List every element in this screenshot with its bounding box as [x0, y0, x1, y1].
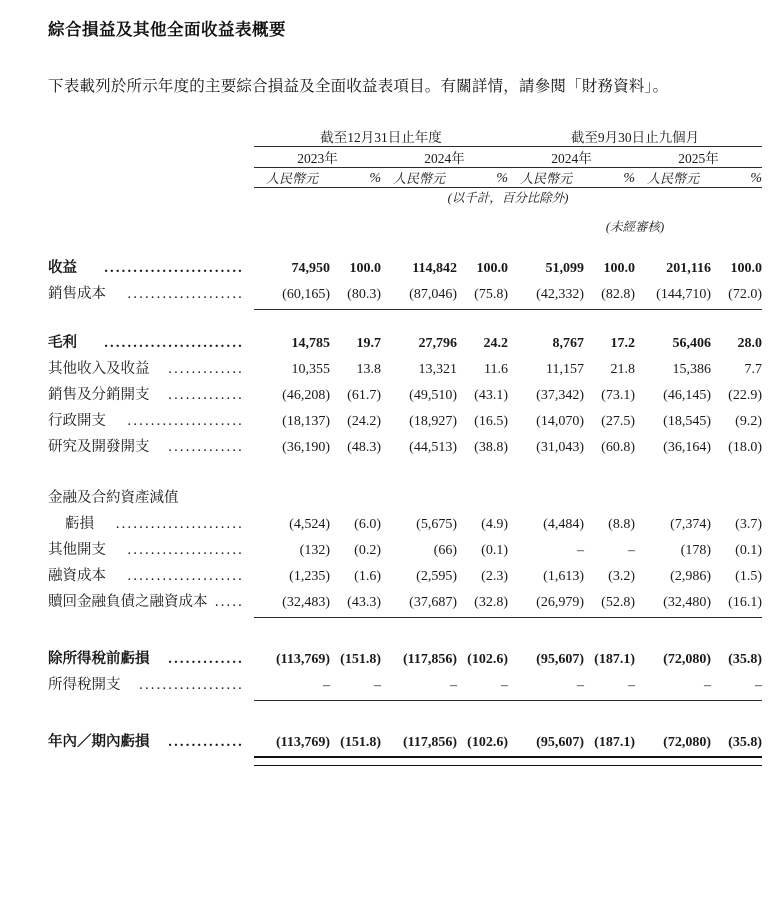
label-text: 銷售及分銷開支 — [48, 387, 150, 403]
cell-value: (144,710) — [656, 287, 711, 302]
cell-value: (113,769) — [275, 652, 330, 667]
section-spacer — [48, 635, 762, 643]
cell-value: – — [628, 678, 635, 693]
label-text: 銷售成本 — [48, 286, 106, 302]
total-double-rule — [711, 752, 762, 766]
dot-leader: ........................ — [104, 260, 244, 276]
cell-value: (16.5) — [474, 414, 508, 429]
cell-value: (0.2) — [354, 543, 381, 558]
table-row — [48, 586, 762, 612]
cell-value: (0.1) — [481, 543, 508, 558]
cell-value: (14,070) — [536, 414, 584, 429]
cell-value: – — [374, 678, 381, 693]
year-header-2024-interim: 2024年 — [551, 151, 592, 166]
cell-value: (72,080) — [663, 652, 711, 667]
table-row — [48, 669, 762, 695]
table-row — [48, 431, 762, 457]
row-label-impairment-loss — [48, 508, 254, 534]
label-text: 其他開支 — [48, 542, 106, 558]
dot-leader: .................... — [127, 413, 244, 429]
label-text: 融資成本 — [48, 568, 106, 584]
row-label-other-expenses — [48, 534, 254, 560]
cell-value: – — [501, 678, 508, 693]
spacer-cell — [48, 310, 762, 327]
cell-value: (2,595) — [416, 569, 457, 584]
cell-value: (49,510) — [409, 388, 457, 403]
cell-value: (4.9) — [481, 517, 508, 532]
dot-leader: ............. — [168, 361, 244, 377]
spacer-cell — [48, 718, 762, 726]
cell-value: (4,484) — [543, 517, 584, 532]
table-row — [48, 534, 762, 560]
label-text: 研究及開發開支 — [48, 439, 150, 455]
cell-value: (73.1) — [601, 388, 635, 403]
page-title: 綜合損益及其他全面收益表概要 — [48, 20, 286, 39]
row-label-redemption-finance-costs — [48, 586, 254, 612]
label-text: 金融及合約資產減值 — [48, 490, 179, 506]
label-text: 所得稅開支 — [48, 677, 121, 693]
section-spacer — [48, 235, 762, 252]
unit-percent-2025-interim: % — [750, 171, 762, 186]
section-spacer — [48, 718, 762, 726]
unit-percent-2023-annual: % — [369, 171, 381, 186]
dot-leader: ..... — [214, 594, 244, 610]
note-spacer — [48, 206, 254, 235]
cell-value: (151.8) — [340, 652, 381, 667]
cell-value: (18,137) — [282, 414, 330, 429]
cell-value: (48.3) — [347, 440, 381, 455]
cell-value: (95,607) — [536, 652, 584, 667]
year-header-2025-interim: 2025年 — [678, 151, 719, 166]
cell-value: (1.6) — [354, 569, 381, 584]
cell-value: 8,767 — [552, 336, 584, 351]
cell-value: (4,524) — [289, 517, 330, 532]
cell-value: (6.0) — [354, 517, 381, 532]
table-row — [48, 643, 762, 669]
cell-value: – — [450, 678, 457, 693]
table-row — [48, 379, 762, 405]
cell-value: (44,513) — [409, 440, 457, 455]
label-text: 贖回金融負債之融資成本 — [48, 594, 208, 610]
spacer-cell — [48, 618, 762, 635]
label-text: 虧損 — [65, 516, 94, 532]
note-spacer-left — [254, 206, 508, 235]
cell-value: 15,386 — [672, 362, 711, 377]
cell-value: 19.7 — [356, 336, 381, 351]
cell-value: (52.8) — [601, 595, 635, 610]
table-row — [48, 726, 762, 752]
cell-value: 21.8 — [610, 362, 635, 377]
total-double-rule — [508, 752, 584, 766]
row-label-revenue — [48, 252, 254, 278]
cell-value: (117,856) — [402, 652, 457, 667]
table-body — [48, 235, 762, 766]
cell-value: (46,208) — [282, 388, 330, 403]
cell-value: (8.8) — [608, 517, 635, 532]
spacer-cell — [48, 457, 762, 474]
cell-value: 17.2 — [610, 336, 635, 351]
dot-leader: .................... — [127, 568, 244, 584]
header-spacer — [48, 126, 254, 146]
unaudited-note: (未經審核) — [605, 220, 665, 234]
spacer-cell — [48, 635, 762, 643]
cell-value: (27.5) — [601, 414, 635, 429]
cell-value: 74,950 — [291, 261, 330, 276]
cell-value: (3.2) — [608, 569, 635, 584]
cell-value: (9.2) — [735, 414, 762, 429]
year-header-2023-annual: 2023年 — [297, 151, 338, 166]
row-label-finance-costs — [48, 560, 254, 586]
total-double-rule — [635, 752, 711, 766]
cell-value: 11,157 — [546, 362, 584, 377]
table-header — [48, 126, 762, 235]
dot-leader: ...................... — [115, 516, 244, 532]
cell-value: (35.8) — [728, 652, 762, 667]
cell-value: (187.1) — [594, 652, 635, 667]
cell-value: (26,979) — [536, 595, 584, 610]
year-header-row — [48, 147, 762, 167]
row-label-impairment-heading — [48, 482, 254, 508]
group-header-nine-months: 截至9月30日止九個月 — [570, 130, 700, 145]
dot-leader: ............. — [168, 387, 244, 403]
row-label-gross-profit — [48, 327, 254, 353]
row-label-loss-before-tax — [48, 643, 254, 669]
cell-value — [711, 482, 762, 508]
dot-leader: .................. — [139, 677, 244, 693]
total-double-rule — [330, 752, 381, 766]
dot-leader: .................... — [127, 542, 244, 558]
cell-value: (0.1) — [735, 543, 762, 558]
cell-value: (1.5) — [735, 569, 762, 584]
cell-value: (66) — [433, 543, 457, 558]
total-double-rule — [584, 752, 635, 766]
cell-value: (18,545) — [663, 414, 711, 429]
unit-currency-2024-interim: 人民幣元 — [519, 171, 572, 186]
section-spacer — [48, 618, 762, 635]
cell-value: (32.8) — [474, 595, 508, 610]
cell-value: (38.8) — [474, 440, 508, 455]
table-row — [48, 327, 762, 353]
cell-value: 100.0 — [476, 261, 508, 276]
cell-value: (3.7) — [735, 517, 762, 532]
cell-value: (178) — [680, 543, 711, 558]
table-row — [48, 508, 762, 534]
table-row — [48, 405, 762, 431]
total-double-rule — [381, 752, 457, 766]
cell-value: (7,374) — [670, 517, 711, 532]
unaudited-note-row — [48, 206, 762, 235]
row-label-loss-for-period — [48, 726, 254, 752]
cell-value: (35.8) — [728, 735, 762, 750]
row-label-admin-expenses — [48, 405, 254, 431]
cell-value: 27,796 — [418, 336, 457, 351]
unit-percent-2024-interim: % — [623, 171, 635, 186]
cell-value: (2.3) — [481, 569, 508, 584]
financial-summary-table — [48, 126, 762, 766]
cell-value: (87,046) — [409, 287, 457, 302]
cell-value: – — [323, 678, 330, 693]
unit-currency-2025-interim: 人民幣元 — [646, 171, 699, 186]
unit-percent-2024-annual: % — [496, 171, 508, 186]
row-label-rnd-expenses — [48, 431, 254, 457]
cell-value: 11.6 — [484, 362, 508, 377]
cell-value: (36,164) — [663, 440, 711, 455]
cell-value: (95,607) — [536, 735, 584, 750]
table-row — [48, 252, 762, 278]
spacer-cell — [48, 235, 762, 252]
rule-spacer — [48, 752, 254, 766]
intro-paragraph: 下表載列於所示年度的主要綜合損益及全面收益表項目。有關詳情，請參閱「財務資料」。 — [48, 78, 669, 95]
cell-value: – — [628, 543, 635, 558]
spacer-cell — [48, 701, 762, 718]
header-spacer — [48, 168, 254, 187]
label-text: 毛利 — [48, 335, 77, 351]
cell-value: 14,785 — [291, 336, 330, 351]
cell-value: (37,687) — [409, 595, 457, 610]
section-spacer — [48, 474, 762, 482]
cell-value: (32,483) — [282, 595, 330, 610]
unit-currency-2024-annual: 人民幣元 — [392, 171, 445, 186]
basis-note-row — [48, 188, 762, 206]
total-double-rule — [457, 752, 508, 766]
cell-value: (61.7) — [347, 388, 381, 403]
row-label-cost-of-sales — [48, 278, 254, 304]
cell-value: (1,235) — [289, 569, 330, 584]
cell-value: 100.0 — [349, 261, 381, 276]
unit-currency-2023-annual: 人民幣元 — [265, 171, 318, 186]
cell-value: (60,165) — [282, 287, 330, 302]
cell-value: (1,613) — [543, 569, 584, 584]
section-spacer — [48, 701, 762, 718]
cell-value: 100.0 — [730, 261, 762, 276]
cell-value: (102.6) — [467, 735, 508, 750]
cell-value: (5,675) — [416, 517, 457, 532]
label-text: 除所得稅前虧損 — [48, 651, 150, 667]
cell-value: 201,116 — [666, 261, 711, 276]
cell-value: (36,190) — [282, 440, 330, 455]
cell-value: (42,332) — [536, 287, 584, 302]
cell-value: – — [577, 543, 584, 558]
basis-note: (以千計，百分比除外) — [447, 191, 569, 205]
cell-value: (32,480) — [663, 595, 711, 610]
cell-value — [330, 482, 381, 508]
cell-value: 13,321 — [418, 362, 457, 377]
cell-value: (46,145) — [663, 388, 711, 403]
cell-value: (22.9) — [728, 388, 762, 403]
dot-leader: ........................ — [104, 335, 244, 351]
cell-value: 24.2 — [483, 336, 508, 351]
dot-leader: ............. — [168, 734, 244, 750]
group-header-annual: 截至12月31日止年度 — [320, 130, 442, 145]
cell-value: (102.6) — [467, 652, 508, 667]
cell-value: (31,043) — [536, 440, 584, 455]
year-header-2024-annual: 2024年 — [424, 151, 465, 166]
cell-value: (117,856) — [402, 735, 457, 750]
cell-value — [457, 482, 508, 508]
note-spacer — [48, 188, 254, 206]
cell-value: (151.8) — [340, 735, 381, 750]
cell-value: (18,927) — [409, 414, 457, 429]
cell-value — [508, 482, 584, 508]
cell-value: (187.1) — [594, 735, 635, 750]
cell-value: 13.8 — [356, 362, 381, 377]
unit-header-row — [48, 168, 762, 187]
cell-value: 56,406 — [672, 336, 711, 351]
section-spacer — [48, 457, 762, 474]
group-header-row — [48, 126, 762, 146]
cell-value: (37,342) — [536, 388, 584, 403]
dot-leader: ............. — [168, 651, 244, 667]
row-label-selling-distribution — [48, 379, 254, 405]
cell-value: 10,355 — [291, 362, 330, 377]
cell-value — [635, 482, 711, 508]
cell-value: 51,099 — [545, 261, 584, 276]
cell-value: (24.2) — [347, 414, 381, 429]
dot-leader: ............. — [168, 439, 244, 455]
table-row — [48, 353, 762, 379]
header-spacer — [48, 147, 254, 167]
cell-value: (72.0) — [728, 287, 762, 302]
table-row — [48, 560, 762, 586]
cell-value: 114,842 — [412, 261, 457, 276]
cell-value: (113,769) — [275, 735, 330, 750]
cell-value: – — [577, 678, 584, 693]
cell-value: (43.1) — [474, 388, 508, 403]
cell-value: (80.3) — [347, 287, 381, 302]
total-double-rule — [254, 752, 330, 766]
cell-value: – — [704, 678, 711, 693]
cell-value: (72,080) — [663, 735, 711, 750]
cell-value: (16.1) — [728, 595, 762, 610]
cell-value: 28.0 — [737, 336, 762, 351]
cell-value — [254, 482, 330, 508]
cell-value: (18.0) — [728, 440, 762, 455]
cell-value: (60.8) — [601, 440, 635, 455]
row-label-other-income — [48, 353, 254, 379]
section-spacer — [48, 310, 762, 327]
label-text: 其他收入及收益 — [48, 361, 150, 377]
spacer-cell — [48, 474, 762, 482]
label-text: 收益 — [48, 260, 77, 276]
row-label-income-tax-expense — [48, 669, 254, 695]
total-rule-row — [48, 752, 762, 766]
label-text: 年內／期內虧損 — [48, 734, 150, 750]
cell-value: (132) — [299, 543, 330, 558]
cell-value — [584, 482, 635, 508]
cell-value — [381, 482, 457, 508]
cell-value: (2,986) — [670, 569, 711, 584]
cell-value: (43.3) — [347, 595, 381, 610]
table-row — [48, 278, 762, 304]
dot-leader: .................... — [127, 286, 244, 302]
cell-value: 100.0 — [603, 261, 635, 276]
cell-value: (82.8) — [601, 287, 635, 302]
cell-value: 7.7 — [744, 362, 762, 377]
cell-value: – — [755, 678, 762, 693]
cell-value: (75.8) — [474, 287, 508, 302]
label-text: 行政開支 — [48, 413, 106, 429]
table-row — [48, 482, 762, 508]
